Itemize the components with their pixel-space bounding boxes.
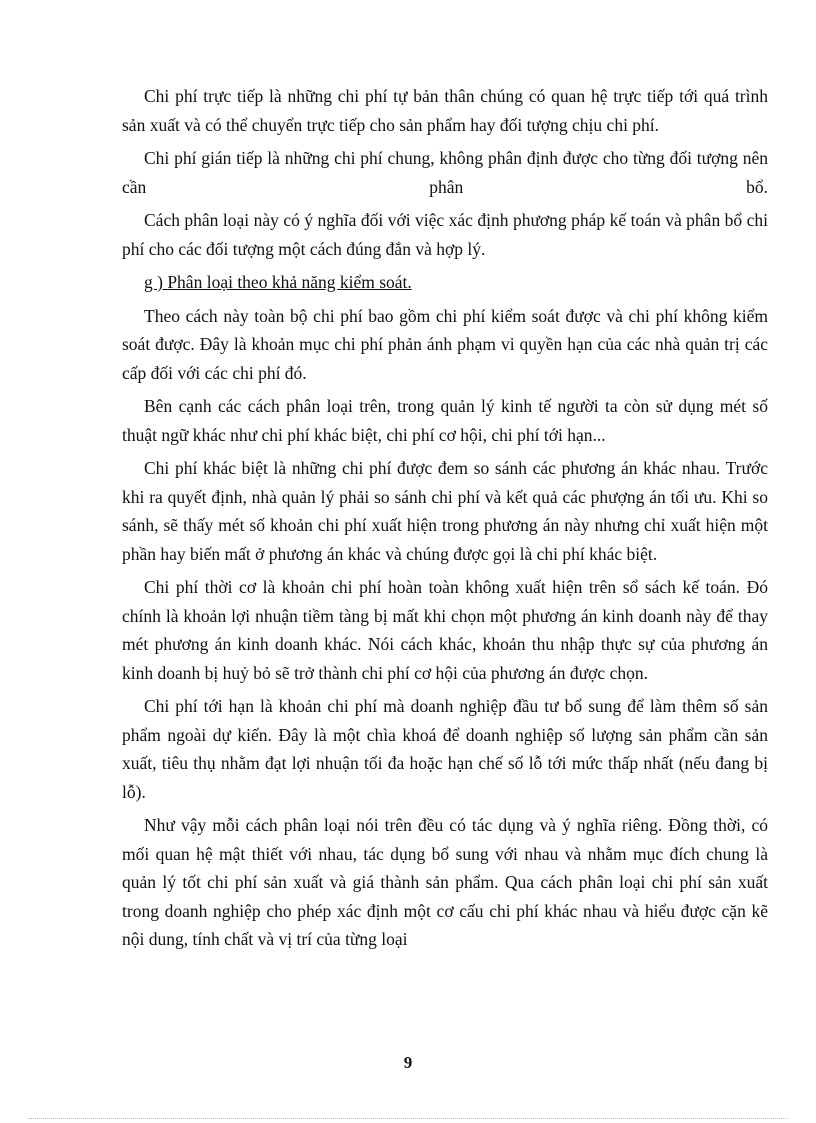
paragraph-marginal-cost: Chi phí tới hạn là khoản chi phí mà doanh nghiệp đầu tư bổ sung để làm thêm số sản phẩm ngoài dự kiến. Đây là một chìa khoá để doanh nghiệp số lượng sản phẩm cần sản xuất, tiêu thụ nhằm đạt lợi nhuận tối đa hoặc hạn chế số lỗ tới mức thấp nhất (nếu đang bị lỗ). xyxy=(122,696,768,802)
section-heading-text: g ) Phân loại theo khả năng kiểm soát. xyxy=(144,272,412,292)
paragraph-opportunity-cost: Chi phí thời cơ là khoản chi phí hoàn toàn không xuất hiện trên sổ sách kế toán. Đó chính là khoản lợi nhuận tiềm tàng bị mất khi chọn một phương án kinh doanh này để thay mét phương án kinh doanh khác. Nói cách khác, khoản thu nhập thực sự của phương án kinh doanh bị huỷ bỏ sẽ trở thành chi phí cơ hội của phương án được chọn. xyxy=(122,577,768,683)
paragraph-indirect-cost: Chi phí gián tiếp là những chi phí chung, không phân định được cho từng đối tượng nên cần phân bổ. xyxy=(122,148,768,197)
paragraph-other-terms: Bên cạnh các cách phân loại trên, trong quản lý kinh tế người ta còn sử dụng mét số thuật ngữ khác như chi phí khác biệt, chi phí cơ hội, chi phí tới hạn... xyxy=(122,396,768,445)
paragraph-controllable-cost: Theo cách này toàn bộ chi phí bao gồm chi phí kiểm soát được và chi phí không kiểm soát được. Đây là khoản mục chi phí phản ánh phạm vi quyền hạn của các nhà quản trị các cấp đối với các chi phí đó. xyxy=(122,305,768,383)
footer-divider xyxy=(28,1118,788,1119)
paragraph-conclusion: Như vậy mỗi cách phân loại nói trên đều có tác dụng và ý nghĩa riêng. Đồng thời, có mối quan hệ mật thiết với nhau, tác dụng bổ sung với nhau và nhằm mục đích chung là quản lý tốt chi phí sản xuất và giá thành sản phẩm. Qua cách phân loại chi phí sản xuất trong doanh nghiệp cho phép xác định một cơ cấu chi phí khác nhau và hiểu được cặn kẽ nội dung, tính chất và vị trí của từng loại xyxy=(122,815,768,949)
paragraph-differential-cost: Chi phí khác biệt là những chi phí được đem so sánh các phương án khác nhau. Trước khi ra quyết định, nhà quản lý phải so sánh chi phí và kết quả các phượng án tối ưu. Khi so sánh, sẽ thấy mét số khoản chi phí xuất hiện trong phương án này nhưng chỉ xuất hiện một phần hay biến mất ở phương án khác và chúng được gọi là chi phí khác biệt. xyxy=(122,458,768,564)
page-body xyxy=(122,82,768,959)
page-number: 9 xyxy=(403,1053,413,1072)
paragraph-direct-cost: Chi phí trực tiếp là những chi phí tự bản thân chúng có quan hệ trực tiếp tới quá trình sản xuất và có thể chuyển trực tiếp cho sản phẩm hay đối tượng chịu chi phí. xyxy=(122,86,768,135)
section-heading-controllability xyxy=(122,268,768,297)
paragraph-classification-meaning: Cách phân loại này có ý nghĩa đối với việc xác định phương pháp kế toán và phân bổ chi phí cho các đối tượng một cách đúng đắn và hợp lý. xyxy=(122,210,768,259)
